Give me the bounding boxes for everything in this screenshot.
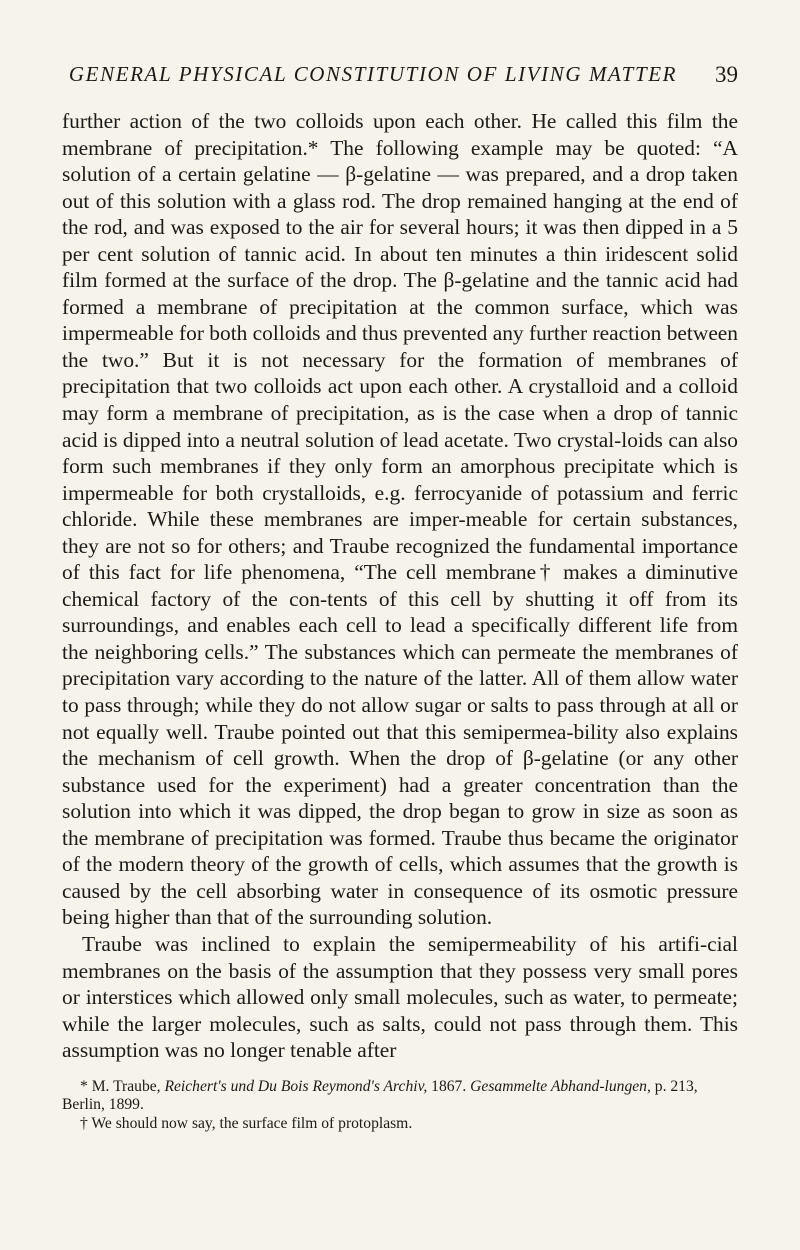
footnote-2: † We should now say, the surface film of protoplasm.: [80, 1114, 413, 1132]
book-page: [62, 62, 738, 1133]
running-title: GENERAL PHYSICAL CONSTITUTION OF LIVING MATTER: [68, 62, 678, 86]
page-number: 39: [715, 62, 738, 87]
paragraph-2: Traube was inclined to explain the semipermeability of his artifi-cial membranes on the basis of the assumption that they possess very small pores or interstices which allowed only small molecules, such as water, to permeate; while the larger molecules, such as salts, could not pass through them. This assumption was no longer tenable after: [62, 931, 738, 1063]
paragraph-1: further action of the two colloids upon each other. He called this film the membrane of precipitation.* The following example may be quoted: “A solution of a certain gelatine — β-gelatine — was prepared, and a drop taken out of this solution with a glass rod. The drop remained hanging at the end of the rod, and was exposed to the air for several hours; it was then dipped in a 5 per cent solution of tannic acid. In about ten minutes a thin iridescent solid film formed at the surface of the drop. The β-gelatine and the tannic acid had formed a membrane of precipitation at the common surface, which was impermeable for both colloids and thus prevented any further reaction between the two.” But it is not necessary for the formation of membranes of precipitation that two colloids act upon each other. A crystalloid and a colloid may form a membrane of precipitation, as is the case when a drop of tannic acid is dipped into a neutral solution of lead acetate. Two crystal-loids can also form such membranes if they only form an amorphous precipitate which is impermeable for both crystalloids, e.g. ferrocyanide of potassium and ferric chloride. While these membranes are imper-meable for certain substances, they are not so for others; and Traube recognized the fundamental importance of this fact for life phenomena, “The cell membrane† makes a diminutive chemical factory of the con-tents of this cell by shutting it off from its surroundings, and enables each cell to lead a specifically different life from the neighboring cells.” The substances which can permeate the membranes of precipitation vary according to the nature of the latter. All of them allow water to pass through; while they do not allow sugar or salts to pass through at all or not equally well. Traube pointed out that this semipermea-bility also explains the mechanism of cell growth. When the drop of β-gelatine (or any other substance used for the experiment) had a greater concentration than the solution into which it was dipped, the drop began to grow in size as soon as the membrane of precipitation was formed. Traube thus became the originator of the modern theory of the growth of cells, which assumes that the growth is caused by the cell absorbing water in consequence of its osmotic pressure being higher than that of the surrounding solution.: [62, 109, 738, 930]
footnote-1-year: 1867.: [427, 1077, 471, 1095]
footnotes: [62, 1078, 738, 1134]
footnote-1-author: * M. Traube,: [80, 1077, 165, 1095]
body-text: [62, 108, 738, 1064]
footnote-1-collection: Gesammelte Abhand-lungen,: [470, 1077, 651, 1095]
footnote-1: [62, 1078, 738, 1115]
footnote-1-tail: p. 213, Berlin, 1899.: [62, 1077, 698, 1114]
running-head: [62, 62, 738, 96]
footnote-1-journal: Reichert's und Du Bois Reymond's Archiv,: [164, 1077, 428, 1095]
